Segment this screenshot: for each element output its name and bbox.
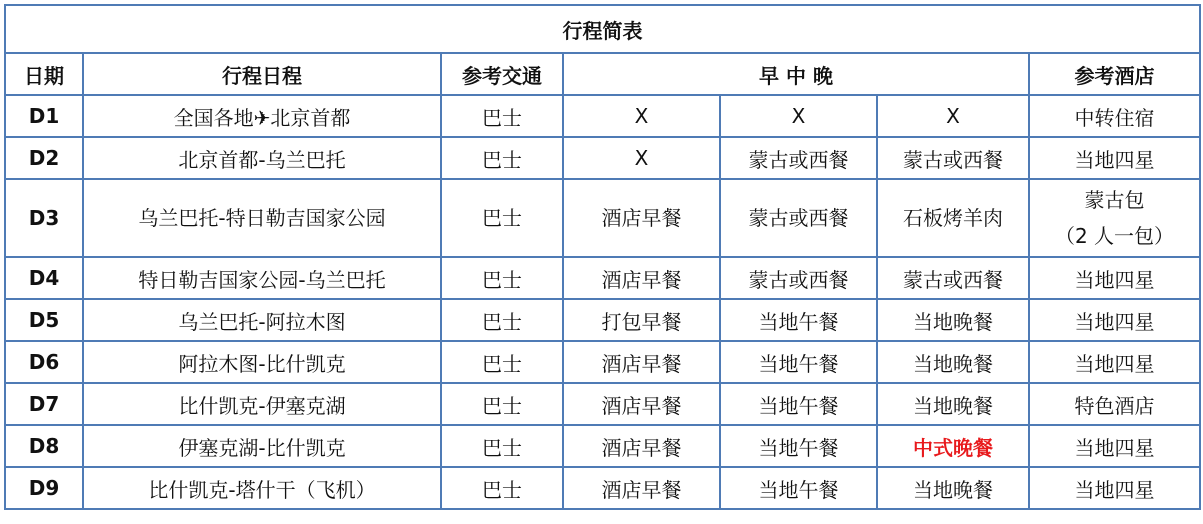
day-cell: D1	[5, 95, 83, 137]
route-cell: 特日勒吉国家公园-乌兰巴托	[83, 257, 441, 299]
dinner-cell-highlight: 中式晚餐	[877, 425, 1029, 467]
day-cell: D8	[5, 425, 83, 467]
route-cell: 伊塞克湖-比什凯克	[83, 425, 441, 467]
table-row	[5, 179, 1200, 257]
hotel-cell: 当地四星	[1029, 341, 1200, 383]
breakfast-cell: X	[563, 137, 720, 179]
table-row	[5, 137, 1200, 179]
route-cell: 乌兰巴托-阿拉木图	[83, 299, 441, 341]
dinner-cell: X	[877, 95, 1029, 137]
lunch-cell: 当地午餐	[720, 299, 877, 341]
hotel-cell: 当地四星	[1029, 299, 1200, 341]
table-row	[5, 341, 1200, 383]
route-cell: 全国各地✈北京首都	[83, 95, 441, 137]
breakfast-cell: 酒店早餐	[563, 425, 720, 467]
breakfast-cell: 酒店早餐	[563, 257, 720, 299]
breakfast-cell: X	[563, 95, 720, 137]
header-date: 日期	[5, 53, 83, 95]
lunch-cell: 当地午餐	[720, 467, 877, 509]
hotel-cell: 当地四星	[1029, 137, 1200, 179]
hotel-cell: 当地四星	[1029, 257, 1200, 299]
dinner-cell: 石板烤羊肉	[877, 179, 1029, 257]
dinner-cell: 当地晚餐	[877, 341, 1029, 383]
hotel-cell: 特色酒店	[1029, 383, 1200, 425]
table-row	[5, 299, 1200, 341]
route-cell: 比什凯克-伊塞克湖	[83, 383, 441, 425]
day-cell: D4	[5, 257, 83, 299]
header-meals: 早 中 晚	[563, 53, 1029, 95]
transport-cell: 巴士	[441, 95, 563, 137]
lunch-cell: 当地午餐	[720, 341, 877, 383]
header-row	[5, 53, 1200, 95]
transport-cell: 巴士	[441, 425, 563, 467]
lunch-cell: 当地午餐	[720, 425, 877, 467]
day-cell: D6	[5, 341, 83, 383]
hotel-name: 蒙古包	[1084, 188, 1145, 212]
route-cell: 北京首都-乌兰巴托	[83, 137, 441, 179]
breakfast-cell: 酒店早餐	[563, 341, 720, 383]
transport-cell: 巴士	[441, 467, 563, 509]
transport-cell: 巴士	[441, 137, 563, 179]
dinner-cell: 当地晚餐	[877, 383, 1029, 425]
lunch-cell: 蒙古或西餐	[720, 137, 877, 179]
day-cell: D3	[5, 179, 83, 257]
transport-cell: 巴士	[441, 257, 563, 299]
lunch-cell: 蒙古或西餐	[720, 179, 877, 257]
header-route: 行程日程	[83, 53, 441, 95]
breakfast-cell: 打包早餐	[563, 299, 720, 341]
header-transport: 参考交通	[441, 53, 563, 95]
route-cell: 比什凯克-塔什干（飞机）	[83, 467, 441, 509]
table-row	[5, 467, 1200, 509]
breakfast-cell: 酒店早餐	[563, 383, 720, 425]
title-row	[5, 5, 1200, 53]
day-cell: D7	[5, 383, 83, 425]
dinner-cell: 当地晚餐	[877, 299, 1029, 341]
transport-cell: 巴士	[441, 179, 563, 257]
table-title: 行程简表	[5, 5, 1200, 53]
dinner-cell: 蒙古或西餐	[877, 137, 1029, 179]
lunch-cell: 蒙古或西餐	[720, 257, 877, 299]
day-cell: D5	[5, 299, 83, 341]
table-row	[5, 257, 1200, 299]
breakfast-cell: 酒店早餐	[563, 179, 720, 257]
transport-cell: 巴士	[441, 299, 563, 341]
day-cell: D2	[5, 137, 83, 179]
lunch-cell: X	[720, 95, 877, 137]
transport-cell: 巴士	[441, 341, 563, 383]
hotel-cell: 当地四星	[1029, 467, 1200, 509]
hotel-cell	[1029, 179, 1200, 257]
itinerary-table	[4, 4, 1201, 510]
table-row	[5, 425, 1200, 467]
lunch-cell: 当地午餐	[720, 383, 877, 425]
table-row	[5, 383, 1200, 425]
route-cell: 乌兰巴托-特日勒吉国家公园	[83, 179, 441, 257]
transport-cell: 巴士	[441, 383, 563, 425]
hotel-cell: 中转住宿	[1029, 95, 1200, 137]
table-row	[5, 95, 1200, 137]
breakfast-cell: 酒店早餐	[563, 467, 720, 509]
route-cell: 阿拉木图-比什凯克	[83, 341, 441, 383]
hotel-note: （2 人一包）	[1054, 224, 1175, 248]
dinner-cell: 蒙古或西餐	[877, 257, 1029, 299]
dinner-cell: 当地晚餐	[877, 467, 1029, 509]
day-cell: D9	[5, 467, 83, 509]
hotel-cell: 当地四星	[1029, 425, 1200, 467]
header-hotel: 参考酒店	[1029, 53, 1200, 95]
